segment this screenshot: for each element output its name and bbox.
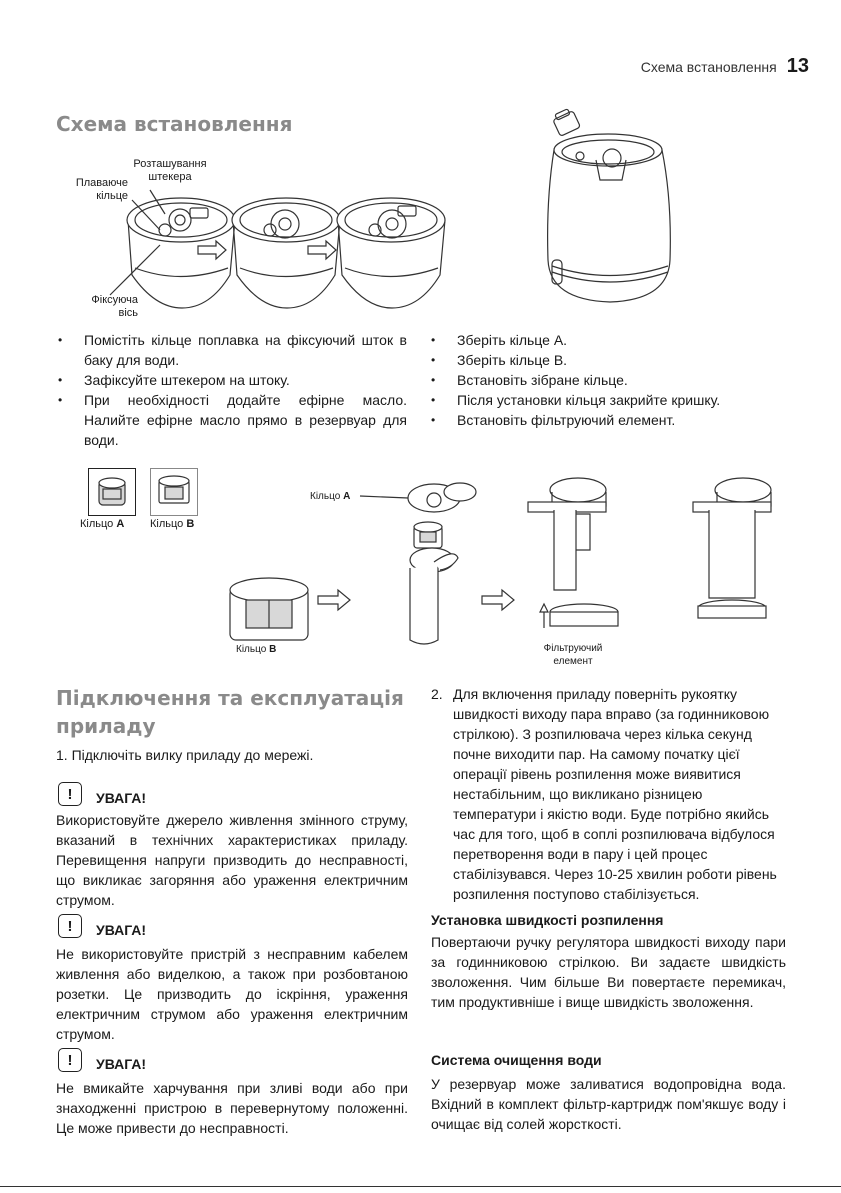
ring-a-thumbnail [88, 468, 136, 516]
left-bullet-item: • Помістіть кільце поплавка на фіксуючий шток в баку для води. [58, 330, 407, 370]
ring-a-caption: Кільцо A [80, 518, 125, 530]
warning-1-text: Використовуйте джерело живлення змінного струму, вказаний в технічних характеристиках приладу. Перевищення напруги призводить до несправності, що викликає загоряння або ураження електричним струмом. [56, 812, 408, 908]
header-title: Схема встановлення [640, 58, 777, 75]
filter-assembly-diagram [220, 470, 780, 650]
right-bullet-item: • Встановіть фільтруючий елемент. [431, 410, 791, 430]
bottom-rule [0, 1186, 841, 1187]
left-bullet-item: • При необхідності додайте ефірне масло. Налийте ефірне масло прямо в резервуар для води. [58, 390, 407, 450]
step-1: 1. Підключіть вилку приладу до мережі. [56, 747, 314, 763]
filter-exploded-illustration [528, 478, 618, 628]
warning-icon: ! [58, 914, 82, 938]
tank-unit-3 [337, 198, 445, 308]
section-title-installation: Схема встановлення [56, 112, 293, 136]
filter-tube-illustration [410, 548, 458, 644]
label-plug-position: Розташування штекера [133, 158, 207, 183]
warning-1-header [58, 782, 146, 806]
left-bullet-list [58, 330, 407, 450]
ring-a-illustration [408, 483, 476, 512]
right-bullet-item: • Зберіть кільце В. [431, 350, 791, 370]
ring-b-thumbnail [150, 468, 198, 516]
step-2-text: Для включення приладу поверніть рукоятку швидкості виходу пара вправо (за годинниковою стрілкою). З розпилювача через кілька секунд почне виходити пар. На самому початку цієї операції рівень розпилення може виявитися нестабільним, що викликано різницею температури і якістю води. Буде потрібно якийсь час для того, щоб в соплі розпилювача відбулося перетворення води в пару і цей процес стабілізувався. Через 10-25 хвилин роботи рівень розпилення поступово стабілізується. [453, 686, 777, 902]
float-ring-diagram [120, 190, 420, 320]
warning-label: УВАГА! [96, 790, 147, 806]
warning-3-header [58, 1048, 146, 1072]
warning-2-header [58, 914, 146, 938]
speed-text: Повертаючи ручку регулятора швидкості виходу пари за годинниковою стрілкою. Ви задаєте швидкість зволоження. Чим більше Ви повертаєте перемикач, тим продуктивніше і вище швидкість зволоження. [431, 934, 786, 1010]
page-header [641, 55, 809, 78]
warning-label: УВАГА! [96, 1056, 147, 1072]
cleaning-text: У резервуар може заливатися водопровідна вода. Вхідний в комплект фільтр-картридж пом'якшує воду і очищає від солей жорсткості. [431, 1076, 786, 1132]
ring-b-illustration [230, 578, 308, 640]
left-bullet-item: • Зафіксуйте штекером на штоку. [58, 370, 407, 390]
ring-b-bottom-caption: Кільцо B [236, 644, 277, 655]
humidifier-base-diagram [540, 110, 680, 310]
ring-a-callout: Кільцо A [310, 491, 351, 502]
cleaning-title: Система очищення води [431, 1052, 602, 1068]
filter-element-caption: Фільтруючий елемент [543, 643, 603, 667]
page-number: 13 [786, 55, 809, 77]
ring-b-caption: Кільцо B [150, 518, 195, 530]
section-title-connection: Підключення та експлуатація приладу [56, 686, 404, 738]
label-float-ring: Плаваюче кільце [75, 177, 128, 202]
warning-icon: ! [58, 1048, 82, 1072]
warning-3-text: Не вмикайте харчування при зливі води або при знаходженні пристрою в перевернутому положенні. Це може привести до несправності. [56, 1080, 408, 1136]
warning-2-text: Не використовуйте пристрій з несправним кабелем живлення або виделкою, а також при розбовтаною розетки. Це призводить до іскріння, ураження електричним струмом або ураження електричним струмом. [56, 946, 408, 1042]
warning-icon: ! [58, 782, 82, 806]
right-bullet-list [431, 330, 791, 430]
right-bullet-item: • Встановіть зібране кільце. [431, 370, 791, 390]
right-bullet-item: • Зберіть кільце А. [431, 330, 791, 350]
warning-label: УВАГА! [96, 922, 147, 938]
step-2-number: 2. [431, 686, 443, 702]
speed-title: Установка швидкості розпилення [431, 912, 664, 928]
filter-final-illustration [693, 478, 771, 618]
right-bullet-item: • Після установки кільця закрийте кришку. [431, 390, 791, 410]
label-fixing-axis: Фіксуюча вісь [91, 294, 138, 319]
